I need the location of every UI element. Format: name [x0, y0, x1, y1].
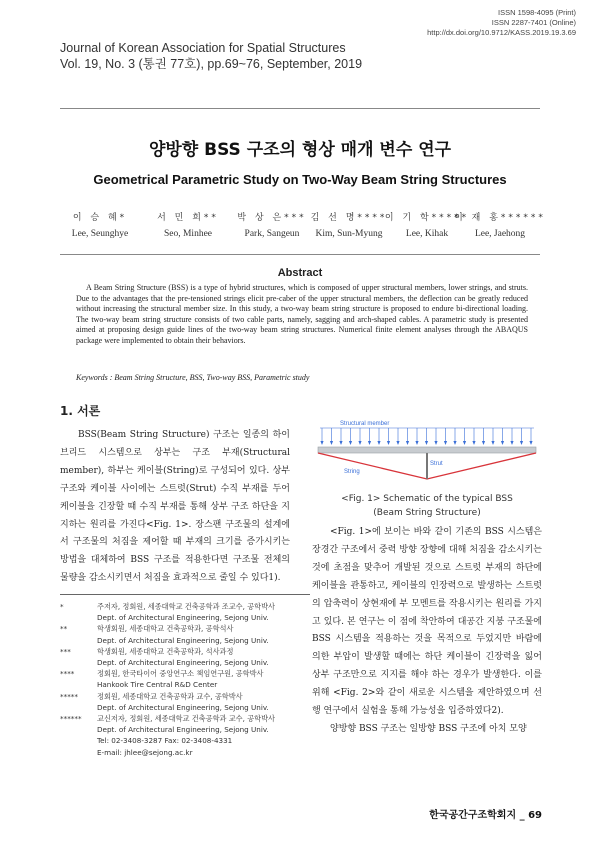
footnote-email[interactable]: E-mail: jhlee@sejong.ac.kr — [97, 747, 193, 757]
author-1 — [52, 210, 148, 242]
structural-member-beam — [318, 447, 536, 453]
footnote-line: Dept. of Architectural Engineering, Sejong Univ. — [97, 613, 269, 623]
load-arrow-head — [349, 441, 352, 445]
load-arrow-head — [358, 441, 361, 445]
body-paragraph: 양방향 BSS 구조는 일방향 BSS 구조에 아치 모양 — [330, 723, 527, 734]
caption-line-1: <Fig. 1> Schematic of the typical BSS — [341, 494, 513, 504]
load-arrow-head — [320, 441, 323, 445]
footnote-mark: **** — [60, 669, 75, 679]
author-name-en: Lee, Seunghye — [71, 229, 129, 239]
author-name-en: Seo, Minhee — [163, 229, 213, 239]
author-6 — [452, 210, 548, 242]
footnotes — [60, 601, 320, 758]
intro-paragraph: BSS(Beam String Structure) 구조는 일종의 하이브리드 시스템으로 상부는 구조 부재(Structural member), 하부는 케이블(String)로 구성되어 있다. 상부 구조와 케이블 사이에는 스트럿(Strut) 수직 부재를 두어 케이블을 긴장할 때 수직 부재를 통해 상부 구조 하단을 지지하는 원리를 가진다<Fig. 1>. 장스팬 구조물의 설계에서 구조물의 처짐을 제어할 때 부재의 크기를 증가시키는 방법을 대체하여 BSS 구조를 적용한다면 구조물 전체의 물량을 감소시키면서 처짐을 효과적으로 줄일 수 있다1). — [60, 430, 290, 584]
footnote — [60, 646, 320, 668]
author-2 — [140, 210, 236, 242]
footnote-line: 주저자, 정회원, 세종대학교 건축공학과 조교수, 공학박사 — [97, 602, 275, 611]
footnote-line: Dept. of Architectural Engineering, Sejong Univ. — [97, 658, 269, 668]
authors-divider — [60, 254, 540, 255]
footnote-line: 정회원, 한국타이어 중앙연구소 책임연구원, 공학박사 — [97, 669, 264, 679]
author-name-ko: 이 재 홍****** — [454, 213, 546, 223]
footnote-line: 교신저자, 정회원, 세종대학교 건축공학과 교수, 공학박사 — [97, 714, 275, 724]
load-arrow-head — [510, 441, 513, 445]
footnote-line: Hankook Tire Central R&D Center — [97, 680, 218, 690]
load-arrow-head — [529, 441, 532, 445]
load-arrow-head — [339, 441, 342, 445]
load-arrow-head — [453, 441, 456, 445]
footnote-rule — [60, 594, 310, 595]
load-arrow-head — [387, 441, 390, 445]
author-name-en: Lee, Kihak — [405, 229, 449, 239]
author-name-ko: 이 승 혜* — [72, 213, 128, 223]
load-arrow-head — [482, 441, 485, 445]
load-arrow-head — [406, 441, 409, 445]
body-paragraph: <Fig. 1>에 보이는 바와 같이 기존의 BSS 시스템은 장경간 구조에서 중력 방향 장향에 대해 처짐을 감소시키는 것에 초점을 맞추어 개발된 것으로 스트럿 부재의 하단에 케이블을 관통하고, 케이블의 인장력으로 발생하는 스트럿의 압축력이 상현재에 부 모멘트를 작용시키는 원리를 가지고 있다. 본 연구는 이 점에 착안하여 대공간 지붕 구조물에 BSS 시스템을 적용하는 것을 목적으로 두었지만 바람에 의한 부압이 발생할 때에는 하단 케이블이 긴장력을 잃어 상부 구조만으로 지지를 해야 하는 경우가 발생한다. 이를 위해 <Fig. 2>와 같이 새로운 시스템을 제안하였으며 선행 연구에서 실험을 통해 가능성을 입증하였다2). — [312, 527, 542, 717]
left-column — [60, 427, 290, 588]
footnote-mark: *** — [60, 646, 71, 656]
label-string: String — [344, 469, 360, 475]
page-footer: 한국공간구조학회지 _ 69 — [429, 810, 542, 821]
section-heading: 1. 서론 — [60, 404, 101, 418]
load-arrow-head — [491, 441, 494, 445]
keywords: Keywords : Beam String Structure, BSS, Two-way BSS, Parametric study — [76, 373, 310, 382]
load-arrow-head — [377, 441, 380, 445]
footnote-line: 학생회원, 세종대학교 건축공학과, 석사과정 — [97, 646, 234, 656]
issn-print: ISSN 1598-4095 (Print) — [498, 8, 576, 17]
footnote — [60, 668, 320, 690]
footnote-line: 학생회원, 세종대학교 건축공학과, 공학석사 — [97, 624, 234, 634]
load-arrow-head — [425, 441, 428, 445]
footnote-line: Tel: 02-3408-3287 Fax: 02-3408-4331 — [97, 736, 233, 746]
author-name-ko: 이 기 학***** — [384, 213, 470, 223]
load-arrow-head — [472, 441, 475, 445]
abstract-heading: Abstract — [277, 267, 323, 279]
footnote-mark: ****** — [60, 714, 82, 724]
author-name-en: Lee, Jaehong — [474, 229, 526, 239]
volume-info: Vol. 19, No. 3 (통권 77호), pp.69~76, September, 2019 — [60, 57, 363, 71]
load-arrow-head — [501, 441, 504, 445]
load-arrow-head — [396, 441, 399, 445]
doi-link[interactable]: http://dx.doi.org/10.9712/KASS.2019.19.3.69 — [427, 28, 576, 37]
author-name-ko: 서 민 희** — [157, 213, 219, 223]
issn-online: ISSN 2287-7401 (Online) — [491, 18, 576, 27]
journal-name: Journal of Korean Association for Spatial Structures — [60, 41, 346, 55]
journal-info — [60, 40, 362, 72]
issn-block — [427, 8, 576, 38]
load-arrow-head — [415, 441, 418, 445]
author-name-en: Park, Sangeun — [244, 229, 300, 239]
load-arrow-head — [444, 441, 447, 445]
load-arrow-head — [368, 441, 371, 445]
header-divider — [60, 108, 540, 109]
footnote-line: 정회원, 세종대학교 건축공학과 교수, 공학박사 — [97, 691, 243, 701]
footnote-mark: ***** — [60, 691, 78, 701]
author-name-ko: 박 상 은*** — [237, 213, 307, 223]
author-name-en: Kim, Sun-Myung — [315, 229, 383, 239]
footnote — [60, 713, 320, 758]
load-arrow-head — [463, 441, 466, 445]
label-strut: Strut — [430, 461, 443, 467]
footnote — [60, 691, 320, 713]
caption-line-2: (Beam String Structure) — [373, 508, 481, 518]
footnote — [60, 623, 320, 645]
distributed-load-arrows — [320, 428, 534, 445]
bss-schematic-figure — [312, 415, 542, 485]
author-name-ko: 김 선 명**** — [310, 213, 388, 223]
footnote-line: Dept. of Architectural Engineering, Sejong Univ. — [97, 635, 269, 645]
title-korean: 양방향 BSS 구조의 형상 매개 변수 연구 — [148, 140, 452, 160]
footnote-mark: ** — [60, 624, 68, 634]
footnote-line: Dept. of Architectural Engineering, Sejong Univ. — [97, 725, 269, 735]
footnote — [60, 601, 320, 623]
title-english: Geometrical Parametric Study on Two-Way Beam String Structures — [93, 172, 507, 187]
figure-caption — [312, 492, 542, 520]
footnote-line: Dept. of Architectural Engineering, Sejong Univ. — [97, 702, 269, 712]
load-arrow-head — [434, 441, 437, 445]
footnote-mark: * — [60, 602, 64, 611]
right-column — [312, 524, 542, 739]
abstract-text: A Beam String Structure (BSS) is a type of hybrid structures, which is composed of upper structural members, lower strings, and struts. Due to the advantages that the pre-tensioned strings elicit pre-caber of the upper structural members, the deflection can be greatly reduced without increasing the structural member size. In this study, a two-way beam string structure is proposed to endure bi-directional loading. The two-way beam string structure consists of two cable parts, namely, sagging and arch-shaped cables. A parametric study is presented aimed at proposing design guide lines of the two-way beam string structures. Numerical finite element analyses through the ABAQUS package were implemented to obtain their behaviors. — [76, 283, 528, 345]
load-arrow-head — [330, 441, 333, 445]
label-structural-member: Structural member — [340, 421, 390, 427]
load-arrow-head — [520, 441, 523, 445]
